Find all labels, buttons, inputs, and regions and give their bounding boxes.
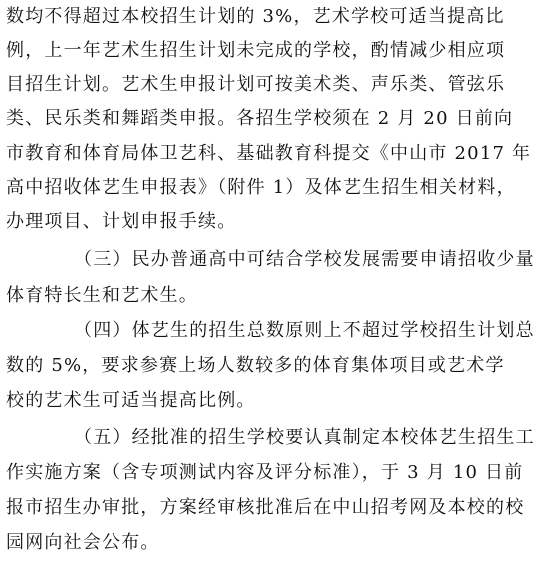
paragraph-line: 校的艺术生可适当提高比例。 bbox=[6, 390, 256, 411]
section-heading-line: （四）体艺生的招生总数原则上不超过学校招生计划总 bbox=[74, 320, 535, 341]
paragraph-line: 数均不得超过本校招生计划的 3%，艺术学校可适当提高比 bbox=[6, 6, 505, 27]
paragraph-line: 类、民乐类和舞蹈类申报。各招生学校须在 2 月 20 日前向 bbox=[6, 108, 514, 129]
paragraph-line: 园网向社会公布。 bbox=[6, 532, 160, 553]
paragraph-line: 市教育和体育局体卫艺科、基础教育科提交《中山市 2017 年 bbox=[6, 143, 532, 164]
paragraph-line: 报市招生办审批，方案经审核批准后在中山招考网及本校的校 bbox=[6, 497, 525, 518]
section-heading-line: （五）经批准的招生学校要认真制定本校体艺生招生工 bbox=[74, 427, 535, 448]
paragraph-line: 办理项目、计划申报手续。 bbox=[6, 211, 237, 232]
paragraph-line: 例，上一年艺术生招生计划未完成的学校，酌情减少相应项 bbox=[6, 40, 506, 61]
paragraph-line: 体育特长生和艺术生。 bbox=[6, 285, 198, 306]
section-heading-line: （三）民办普通高中可结合学校发展需要申请招收少量 bbox=[74, 249, 535, 270]
paragraph-line: 高中招收体艺生申报表》（附件 1）及体艺生招生相关材料， bbox=[6, 177, 516, 198]
paragraph-line: 目招生计划。艺术生申报计划可按美术类、声乐类、管弦乐 bbox=[6, 74, 506, 95]
paragraph-line: 作实施方案（含专项测试内容及评分标准），于 3 月 10 日前 bbox=[6, 462, 524, 483]
paragraph-line: 数的 5%，要求参赛上场人数较多的体育集体项目或艺术学 bbox=[6, 355, 505, 376]
